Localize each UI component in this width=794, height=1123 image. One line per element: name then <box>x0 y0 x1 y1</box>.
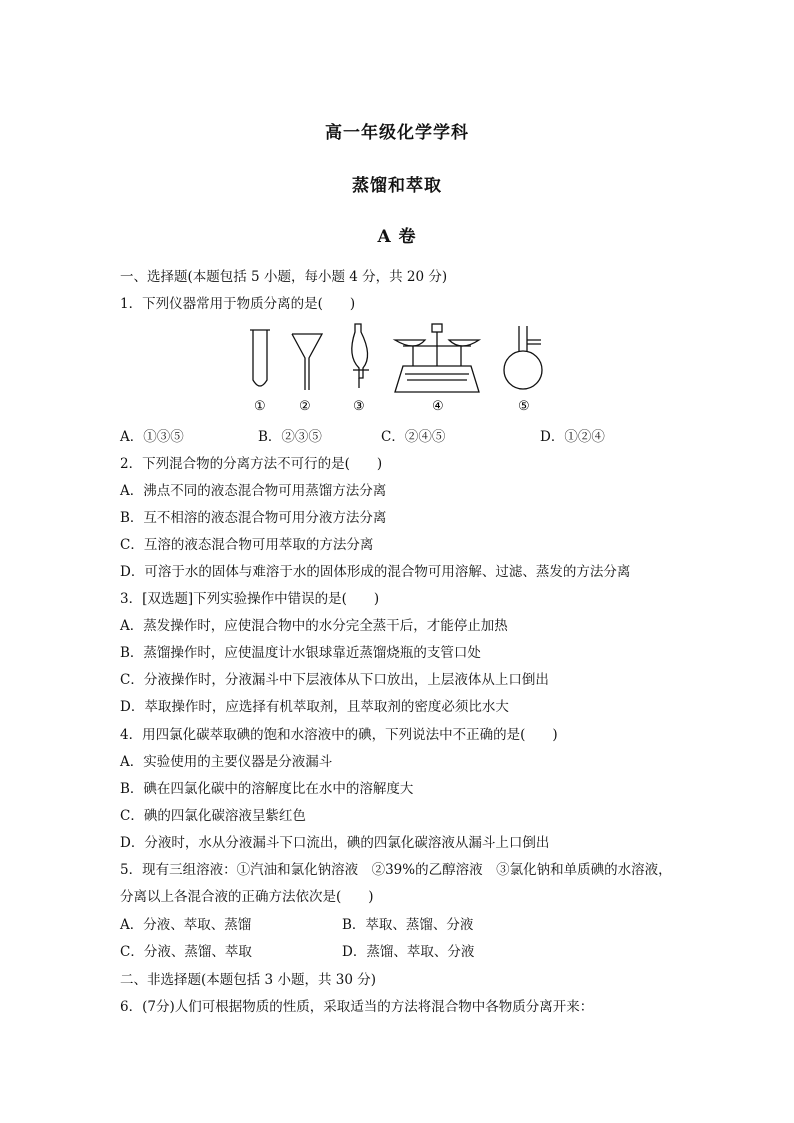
figure-label-1: ① <box>254 399 266 414</box>
question-3-option-a: A．蒸发操作时，应使混合物中的水分完全蒸干后，才能停止加热 <box>120 618 508 634</box>
question-3-option-d: D．萃取操作时，应选择有机萃取剂，且萃取剂的密度必须比水大 <box>120 699 509 715</box>
balance-scale-icon <box>395 324 479 392</box>
test-tube-icon <box>250 330 270 386</box>
figure-label-3: ③ <box>353 399 365 414</box>
question-1-option-c: C．②④⑤ <box>381 429 446 445</box>
funnel-icon <box>292 334 322 390</box>
question-5-option-d: D．蒸馏、萃取、分液 <box>342 944 475 960</box>
page-title: 高一年级化学学科 <box>325 123 469 143</box>
question-5-stem: 5．现有三组溶液：①汽油和氯化钠溶液 ②39%的乙醇溶液 ③氯化钠和单质碘的水溶液， <box>120 862 672 878</box>
figure-label-4: ④ <box>432 399 444 414</box>
question-3-option-b: B．蒸馏操作时，应使温度计水银球靠近蒸馏烧瓶的支管口处 <box>120 645 481 661</box>
question-5-option-a: A．分液、萃取、蒸馏 <box>120 917 252 933</box>
part1-heading: 一、选择题(本题包括 5 小题，每小题 4 分，共 20 分) <box>120 269 448 285</box>
section-title: A 卷 <box>377 227 417 247</box>
question-5-option-b: B．萃取、蒸馏、分液 <box>342 917 474 933</box>
part2-heading: 二、非选择题(本题包括 3 小题，共 30 分) <box>120 972 376 988</box>
question-2-option-a: A．沸点不同的液态混合物可用蒸馏方法分离 <box>120 483 387 499</box>
question-4-stem: 4．用四氯化碳萃取碘的饱和水溶液中的碘，下列说法中不正确的是( ) <box>120 727 558 743</box>
question-1-option-d: D．①②④ <box>540 429 605 445</box>
question-2-option-d: D．可溶于水的固体与难溶于水的固体形成的混合物可用溶解、过滤、蒸发的方法分离 <box>120 564 631 580</box>
question-4-option-b: B．碘在四氯化碳中的溶解度比在水中的溶解度大 <box>120 781 414 797</box>
question-1-option-b: B．②③⑤ <box>258 429 322 445</box>
question-5-stem-continued: 分离以上各混合液的正确方法依次是( ) <box>120 889 374 905</box>
question-1-option-a: A．①③⑤ <box>120 429 184 445</box>
question-2-option-b: B．互不相溶的液态混合物可用分液方法分离 <box>120 510 387 526</box>
question-2-option-c: C．互溶的液态混合物可用萃取的方法分离 <box>120 537 374 553</box>
question-4-option-a: A．实验使用的主要仪器是分液漏斗 <box>120 754 333 770</box>
apparatus-figure <box>235 318 565 418</box>
question-1-stem: 1．下列仪器常用于物质分离的是( ) <box>120 296 356 312</box>
question-2-stem: 2．下列混合物的分离方法不可行的是( ) <box>120 456 383 472</box>
distillation-flask-icon <box>504 326 542 389</box>
figure-label-5: ⑤ <box>518 399 530 414</box>
question-4-option-c: C．碘的四氯化碳溶液呈紫红色 <box>120 808 306 824</box>
question-5-option-c: C．分液、蒸馏、萃取 <box>120 944 252 960</box>
question-4-option-d: D．分液时，水从分液漏斗下口流出，碘的四氯化碳溶液从漏斗上口倒出 <box>120 835 550 851</box>
question-6-stem: 6．(7分)人们可根据物质的性质，采取适当的方法将混合物中各物质分离开来： <box>120 999 594 1015</box>
page-subtitle: 蒸馏和萃取 <box>352 176 442 196</box>
separatory-funnel-icon <box>352 324 369 388</box>
question-3-option-c: C．分液操作时，分液漏斗中下层液体从下口放出，上层液体从上口倒出 <box>120 672 549 688</box>
question-3-stem: 3．[双选题]下列实验操作中错误的是( ) <box>120 591 380 607</box>
figure-label-2: ② <box>299 399 311 414</box>
